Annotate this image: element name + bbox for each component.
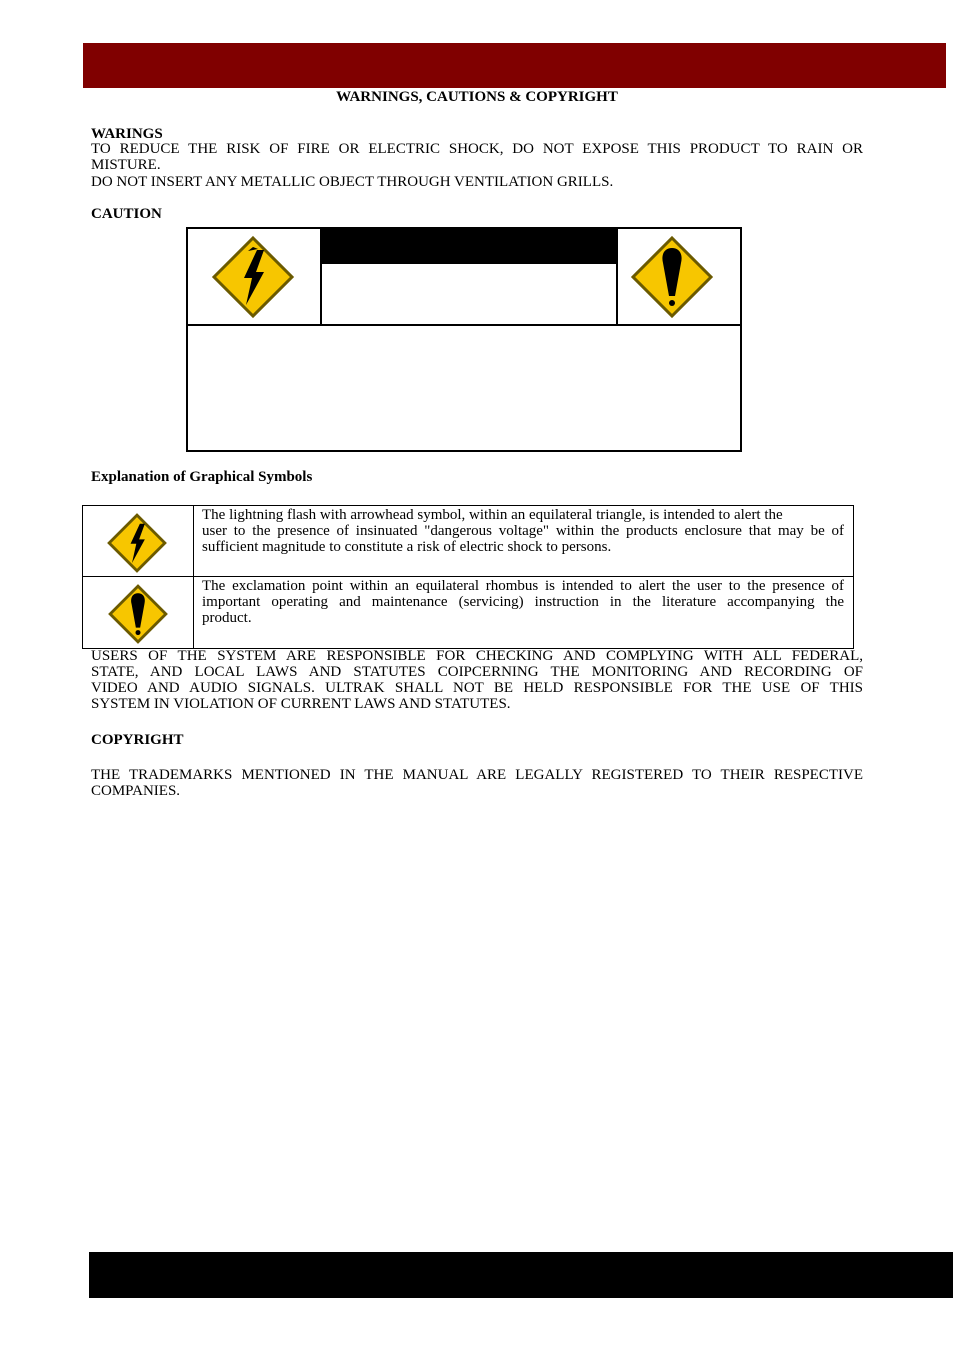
users-notice-line-2: STATE, AND LOCAL LAWS AND STATUTES COIPCERNING THE MONITORING AND RECORDING OF (91, 664, 863, 680)
symbols-row1-line3: sufficient magnitude to constitute a risk of electric shock to persons. (202, 539, 612, 555)
warnings-line-3: DO NOT INSERT ANY METALLIC OBJECT THROUGH VENTILATION GRILLS. (91, 174, 614, 190)
symbols-row-lightning (83, 506, 853, 577)
users-notice-line-1: USERS OF THE SYSTEM ARE RESPONSIBLE FOR CHECKING AND COMPLYING WITH ALL FEDERAL, (91, 648, 863, 664)
symbols-icon-cell (83, 577, 194, 648)
caution-box (186, 227, 742, 452)
exclamation-warning-icon (107, 584, 169, 644)
symbols-heading: Explanation of Graphical Symbols (91, 469, 313, 485)
caution-right-cell (616, 229, 742, 324)
page-title: WARNINGS, CAUTIONS & COPYRIGHT (336, 89, 618, 105)
lightning-warning-icon (106, 513, 168, 573)
symbols-table (82, 505, 854, 649)
caution-black-banner (322, 229, 616, 264)
footer-bar (89, 1252, 953, 1298)
symbols-text-lightning (202, 507, 844, 555)
copyright-line-1: THE TRADEMARKS MENTIONED IN THE MANUAL ARE LEGALLY REGISTERED TO THEIR RESPECTIVE (91, 767, 863, 783)
symbols-row2-line3: product. (202, 610, 252, 626)
header-bar (83, 43, 946, 88)
symbols-row2-line1: The exclamation point within an equilateral rhombus is intended to alert the user to the presence of (202, 578, 844, 594)
caution-left-cell (188, 229, 322, 324)
symbols-row2-line2: important operating and maintenance (servicing) instruction in the literature accompanying the (202, 594, 844, 610)
symbols-icon-cell (83, 506, 194, 576)
warnings-line-1: TO REDUCE THE RISK OF FIRE OR ELECTRIC SHOCK, DO NOT EXPOSE THIS PRODUCT TO RAIN OR (91, 141, 863, 157)
symbols-row1-line2: user to the presence of insinuated "dangerous voltage" within the products enclosure that may be of (202, 523, 844, 539)
users-notice-line-4: SYSTEM IN VIOLATION OF CURRENT LAWS AND STATUTES. (91, 696, 511, 712)
warnings-line-2: MISTURE. (91, 157, 161, 173)
exclamation-warning-icon (629, 235, 715, 319)
warnings-heading: WARINGS (91, 126, 163, 142)
copyright-heading: COPYRIGHT (91, 732, 184, 748)
caution-heading: CAUTION (91, 206, 162, 222)
symbols-text-exclamation (202, 578, 844, 626)
caution-middle-cell (322, 229, 616, 324)
caution-bottom-area (188, 326, 740, 450)
symbols-row-exclamation (83, 577, 853, 648)
copyright-text (91, 767, 863, 799)
users-notice-line-3: VIDEO AND AUDIO SIGNALS. ULTRAK SHALL NOT BE HELD RESPONSIBLE FOR THE USE OF THIS (91, 680, 863, 696)
warnings-text (91, 141, 863, 190)
lightning-warning-icon (210, 235, 296, 319)
caution-top-row (188, 229, 740, 326)
users-notice (91, 648, 863, 712)
symbols-row1-line1: The lightning flash with arrowhead symbol, within an equilateral triangle, is intended to alert the (202, 507, 783, 523)
copyright-line-2: COMPANIES. (91, 783, 181, 799)
